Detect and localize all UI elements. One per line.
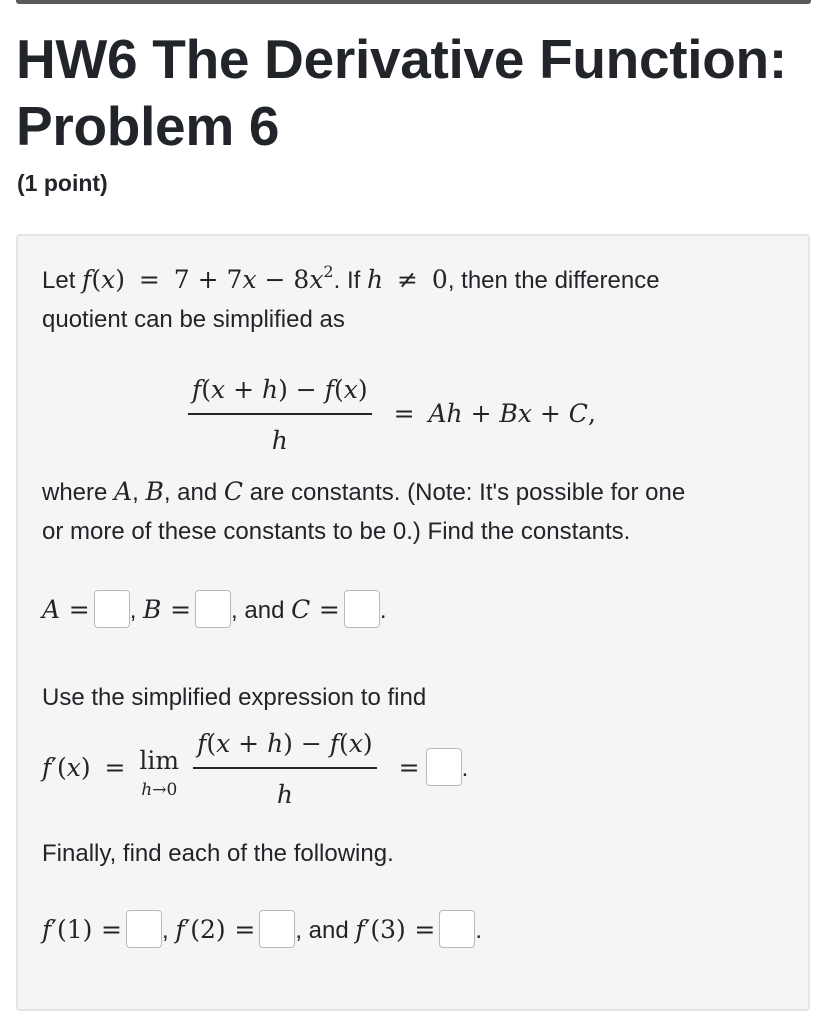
point-value: (1 point) xyxy=(17,170,108,196)
answer-c-input[interactable] xyxy=(344,590,380,628)
f-prime-3-input[interactable] xyxy=(439,910,475,948)
f-prime-1-input[interactable] xyxy=(126,910,162,948)
difference-quotient-fraction: $\frac{f(x + h) - f(x)}{h}$ xyxy=(188,370,372,461)
derivative-input[interactable] xyxy=(426,748,462,786)
intro-let: Let xyxy=(42,267,76,294)
constants-description: where A, B, and C are constants. (Note: It's possible for one xyxy=(42,477,686,506)
answer-a-input[interactable] xyxy=(94,590,130,628)
intro-tail: , then the difference xyxy=(447,267,660,294)
h-nonzero-condition: h ≠ 0 xyxy=(366,265,448,294)
problem-statement xyxy=(42,260,660,301)
difference-quotient-equation: $\frac{f(x + h) - f(x)}{h}$ = Ah + Bx + C, xyxy=(188,370,596,461)
answer-b-input[interactable] xyxy=(195,590,231,628)
constants-answer-row: A = , B = , and C = . xyxy=(42,590,387,631)
constants-note: or more of these constants to be 0.) Find the constants. xyxy=(42,518,631,545)
evaluation-instruction: Finally, find each of the following. xyxy=(42,840,394,867)
problem-card xyxy=(16,234,810,1011)
evaluation-answer-row: f′(1) = , f′(2) = , and f′(3) = . xyxy=(42,910,482,951)
derivative-limit-equation: f′(x) = lim h→0 $\frac{f(x + h) - f(x)}{h}$ = . xyxy=(42,729,469,809)
intro-if: . If xyxy=(333,267,361,294)
derivative-instruction: Use the simplified expression to find xyxy=(42,684,427,711)
function-definition: $f(x) = 7 + 7x - 8x^2$ xyxy=(82,262,334,294)
f-prime-2-input[interactable] xyxy=(259,910,295,948)
page-title: HW6 The Derivative Function: Problem 6 xyxy=(16,28,787,157)
problem-line-2: quotient can be simplified as xyxy=(42,306,345,333)
top-divider xyxy=(16,0,811,4)
